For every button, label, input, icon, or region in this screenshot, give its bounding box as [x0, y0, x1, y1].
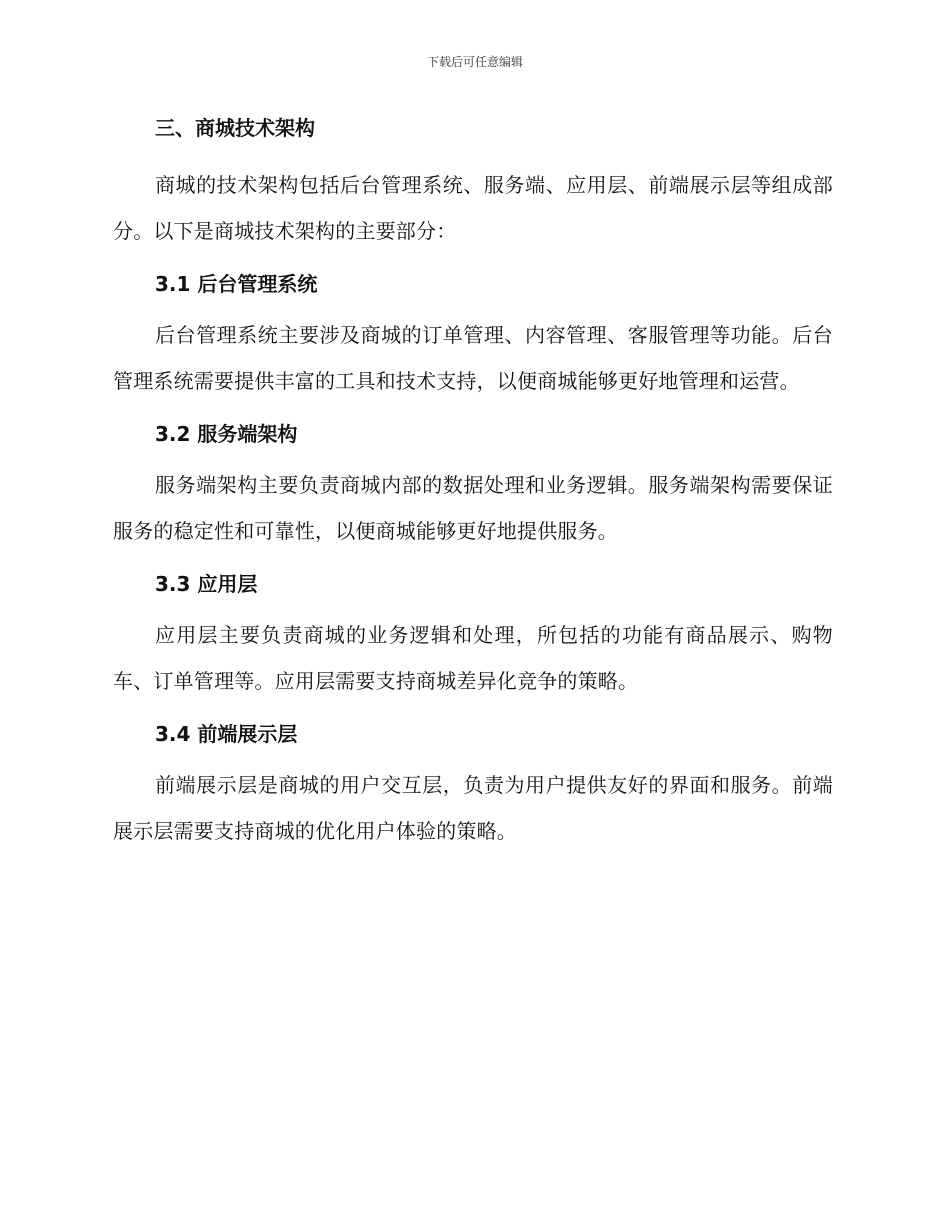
subsection-body-3-3: 应用层主要负责商城的业务逻辑和处理，所包括的功能有商品展示、购物车、订单管理等。应用层需要支持商城差异化竞争的策略。 — [113, 623, 833, 693]
subsection-title-3-3: 3.3 应用层 — [155, 572, 258, 596]
subsection-body-3-4: 前端展示层是商城的用户交互层，负责为用户提供友好的界面和服务。前端展示层需要支持商城的优化用户体验的策略。 — [113, 773, 833, 843]
intro-paragraph: 商城的技术架构包括后台管理系统、服务端、应用层、前端展示层等组成部分。以下是商城技术架构的主要部分： — [113, 173, 833, 243]
document-body — [113, 110, 833, 854]
section-title: 三、商城技术架构 — [155, 116, 315, 140]
page-header: 下载后可任意编辑 — [426, 55, 523, 69]
subsection-body-3-2: 服务端架构主要负责商城内部的数据处理和业务逻辑。服务端架构需要保证服务的稳定性和可靠性，以便商城能够更好地提供服务。 — [113, 473, 833, 543]
subsection-title-3-1: 3.1 后台管理系统 — [155, 272, 318, 296]
subsection-title-3-4: 3.4 前端展示层 — [155, 722, 298, 746]
subsection-body-3-1: 后台管理系统主要涉及商城的订单管理、内容管理、客服管理等功能。后台管理系统需要提供丰富的工具和技术支持，以便商城能够更好地管理和运营。 — [113, 323, 833, 393]
subsection-title-3-2: 3.2 服务端架构 — [155, 422, 298, 446]
